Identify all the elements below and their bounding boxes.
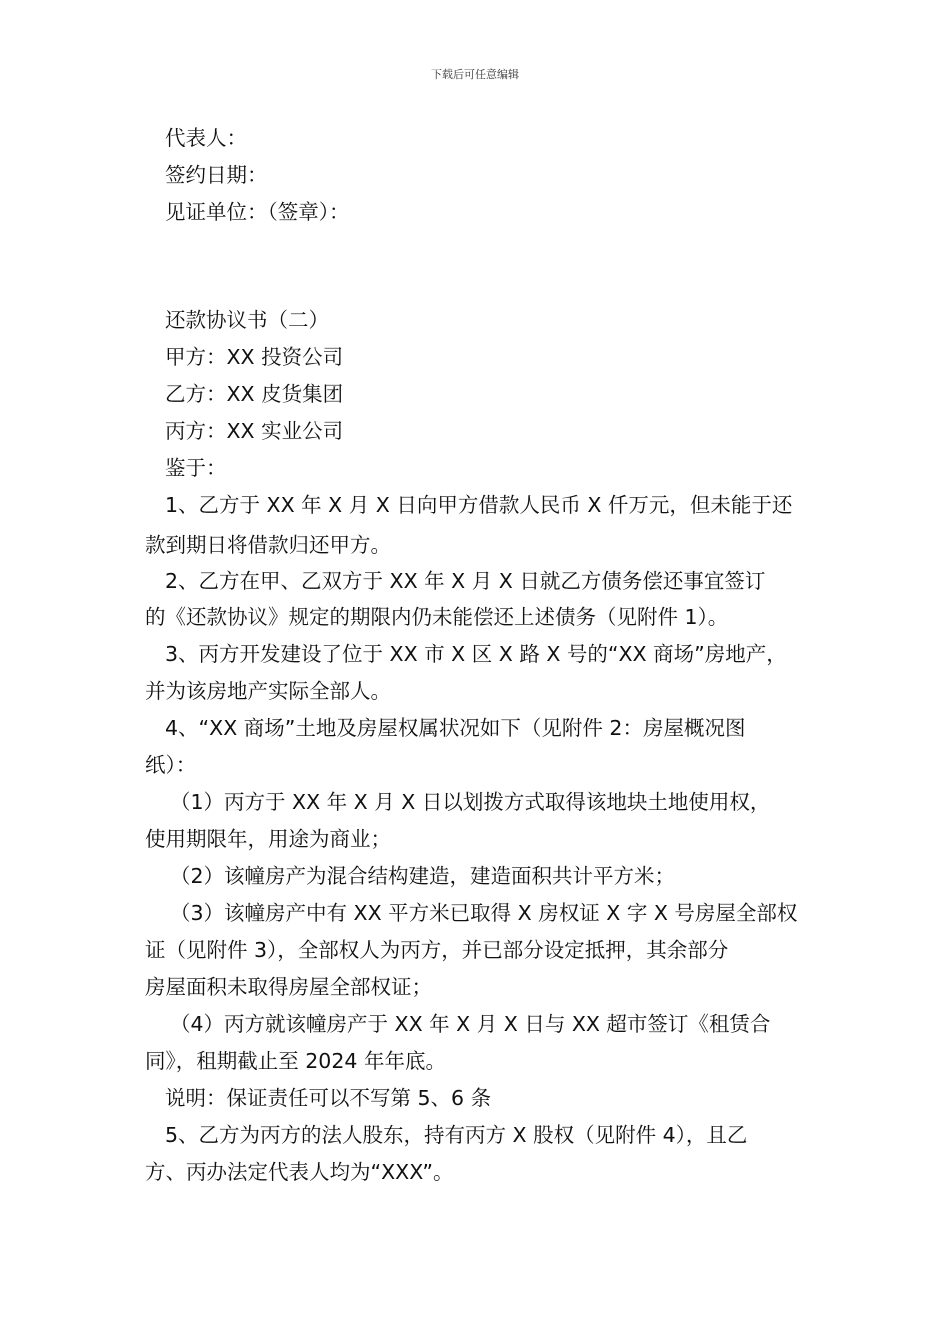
header-note: 下载后可任意编辑 [431,68,519,81]
clause-2-line-2: 的《还款协议》规定的期限内仍未能偿还上述债务（见附件 1）。 [145,605,729,629]
party-b: 乙方：XX 皮货集团 [165,382,344,406]
sub-item-2-line-1: （2）该幢房产为混合结构建造，建造面积共计平方米； [170,864,676,888]
sub-item-3-line-3: 房屋面积未取得房屋全部权证； [145,975,432,999]
clause-1-line-2: 款到期日将借款归还甲方。 [145,533,391,557]
whereas-heading: 鉴于： [165,456,227,480]
sub-item-3-line-2: 证（见附件 3），全部权人为丙方，并已部分设定抵押，其余部分 [145,938,729,962]
sub-item-4-line-2: 同》，租期截止至 2024 年年底。 [145,1049,446,1073]
clause-5-line-2: 方、丙办法定代表人均为“XXX”。 [145,1160,454,1184]
representative-line: 代表人： [165,126,247,150]
sub-item-4-line-1: （4）丙方就该幢房产于 XX 年 X 月 X 日与 XX 超市签订《租赁合 [170,1012,771,1036]
party-a: 甲方：XX 投资公司 [165,345,344,369]
witness-line: 见证单位：（签章）： [165,200,350,224]
clause-4-line-1: 4、“XX 商场”土地及房屋权属状况如下（见附件 2：房屋概况图 [165,716,746,740]
sub-item-3-line-1: （3）该幢房产中有 XX 平方米已取得 X 房权证 X 字 X 号房屋全部权 [170,901,798,925]
party-c: 丙方：XX 实业公司 [165,419,344,443]
clause-1-line-1: 1、乙方于 XX 年 X 月 X 日向甲方借款人民币 X 仟万元，但未能于还 [165,493,793,517]
agreement-title: 还款协议书（二） [165,308,329,332]
clause-2-line-1: 2、乙方在甲、乙双方于 XX 年 X 月 X 日就乙方债务偿还事宜签订 [165,569,766,593]
clause-4-line-2: 纸）： [145,753,197,777]
clause-3-line-2: 并为该房地产实际全部人。 [145,679,391,703]
note-line: 说明：保证责任可以不写第 5、6 条 [165,1086,492,1110]
sign-date-line: 签约日期： [165,163,268,187]
clause-5-line-1: 5、乙方为丙方的法人股东，持有丙方 X 股权（见附件 4），且乙 [165,1123,748,1147]
sub-item-1-line-1: （1）丙方于 XX 年 X 月 X 日以划拨方式取得该地块土地使用权， [170,790,771,814]
clause-3-line-1: 3、丙方开发建设了位于 XX 市 X 区 X 路 X 号的“XX 商场”房地产， [165,642,787,666]
sub-item-1-line-2: 使用期限年，用途为商业； [145,827,391,851]
